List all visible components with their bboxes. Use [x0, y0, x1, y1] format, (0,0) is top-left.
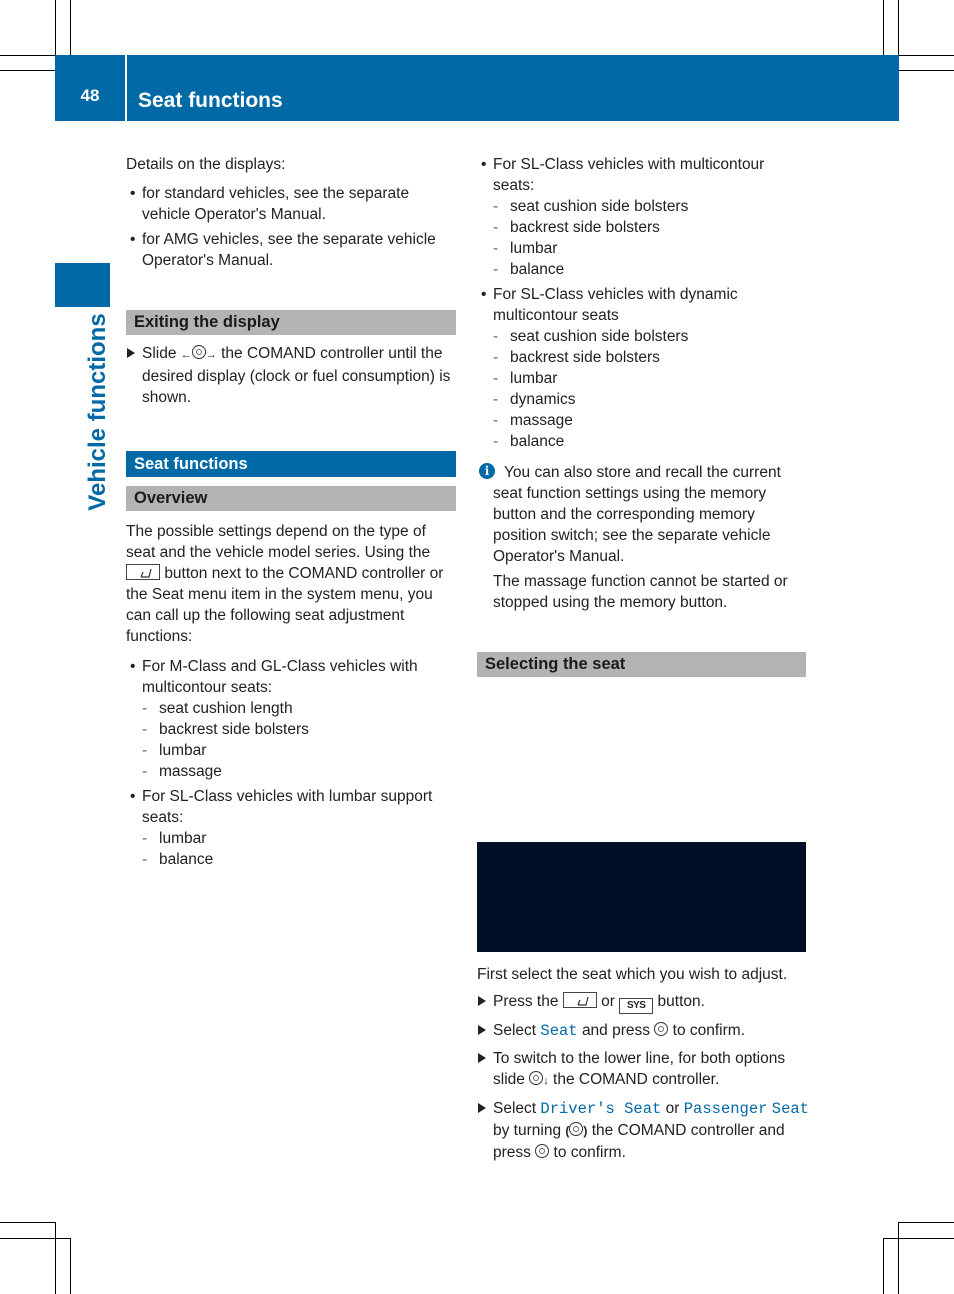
instruction-step: Press the or SYS button. — [477, 991, 809, 1014]
header-divider — [125, 55, 127, 121]
list-item: - backrest side bolsters — [477, 217, 809, 238]
list-item: - seat cushion length — [126, 698, 456, 719]
list-item: - backrest side bolsters — [477, 347, 809, 368]
list-item: • For M-Class and GL-Class vehicles with multicontour seats: — [126, 656, 456, 698]
list-item: • For SL-Class vehicles with multicontour seats: — [477, 154, 809, 196]
list-item: • for standard vehicles, see the separate vehicle Operator's Manual. — [126, 183, 456, 225]
turn-controller-icon: ( ) — [565, 1124, 588, 1138]
info-icon: i — [479, 463, 495, 479]
crop-mark — [55, 0, 56, 55]
crop-mark — [70, 1238, 71, 1294]
slide-down-controller-icon — [529, 1071, 543, 1085]
side-tab — [55, 263, 110, 307]
list-item: • For SL-Class vehicles with lumbar support seats: — [126, 786, 456, 828]
section-heading-exiting: Exiting the display — [126, 310, 456, 335]
seat-button-icon — [563, 992, 597, 1008]
list-item: • for AMG vehicles, see the separate vehicle Operator's Manual. — [126, 229, 456, 271]
section-heading-seat-functions: Seat functions — [126, 451, 456, 477]
arrow-down-icon: ↓ — [543, 1075, 549, 1087]
page-number: 48 — [80, 86, 100, 105]
step-arrow-icon — [478, 1053, 486, 1063]
controller-icon — [569, 1122, 583, 1136]
info-note: i You can also store and recall the current seat function settings using the memory button and the corresponding memory position switch; see the separate vehicle Operator's Manual. — [477, 462, 809, 567]
sys-button-icon: SYS — [619, 998, 653, 1014]
press-controller-icon — [654, 1022, 668, 1036]
right-column — [477, 154, 809, 677]
crop-mark — [883, 0, 884, 55]
crop-mark — [0, 70, 55, 71]
display-screenshot-image — [477, 842, 806, 952]
list-item: • For SL-Class vehicles with dynamic multicontour seats — [477, 284, 809, 326]
list-item: - seat cushion side bolsters — [477, 326, 809, 347]
seat-button-icon — [126, 564, 160, 580]
crop-mark — [899, 55, 954, 56]
controller-icon — [192, 345, 206, 359]
section-heading-selecting-seat: Selecting the seat — [477, 652, 806, 677]
crop-mark — [883, 1238, 954, 1239]
press-controller-icon — [535, 1144, 549, 1158]
list-item: - massage — [477, 410, 809, 431]
list-item: - lumbar — [126, 828, 456, 849]
list-item: - lumbar — [477, 238, 809, 259]
section-heading-overview: Overview — [126, 486, 456, 511]
crop-mark — [883, 1238, 884, 1294]
crop-mark — [0, 1238, 70, 1239]
crop-mark — [55, 1222, 56, 1294]
list-item: - backrest side bolsters — [126, 719, 456, 740]
side-section-label: Vehicle functions — [84, 313, 111, 511]
crop-mark — [0, 55, 55, 56]
overview-text: The possible settings depend on the type of seat and the vehicle model series. Using the button next to the COMAND controller or the Seat menu item in the system menu, you can call up the following seat adjustment functions: — [126, 523, 444, 645]
info-note-text: The massage function cannot be started or stopped using the memory button. — [493, 573, 788, 611]
step-arrow-icon — [478, 1103, 486, 1113]
list-item: - lumbar — [126, 740, 456, 761]
crop-mark — [898, 1222, 899, 1294]
crop-mark — [898, 0, 899, 55]
crop-mark — [70, 0, 71, 55]
step-arrow-icon — [478, 996, 486, 1006]
list-item: - lumbar — [477, 368, 809, 389]
list-item: - balance — [477, 259, 809, 280]
instruction-step: Slide ← → the COMAND controller until the desired display (clock or fuel consumption) is shown. — [126, 343, 456, 408]
step-arrow-icon — [127, 348, 135, 358]
step-arrow-icon — [478, 1025, 486, 1035]
list-item: - seat cushion side bolsters — [477, 196, 809, 217]
crop-mark — [898, 1222, 954, 1223]
list-item: - dynamics — [477, 389, 809, 410]
instruction-step: To switch to the lower line, for both options slide ↓ the COMAND controller. — [477, 1048, 809, 1092]
left-column — [126, 154, 456, 870]
first-select-text: First select the seat which you wish to adjust. — [477, 966, 788, 983]
list-item: - balance — [126, 849, 456, 870]
list-item: - massage — [126, 761, 456, 782]
instruction-step: Select Seat and press to confirm. — [477, 1020, 809, 1042]
crop-mark — [0, 1222, 55, 1223]
intro-text: Details on the displays: — [126, 156, 286, 173]
instruction-step: Select Driver's Seat or Passenger Seat by turning ( ) the COMAND controller and press to confirm. — [477, 1098, 809, 1163]
controller-slide-icon: ← → — [181, 349, 217, 361]
crop-mark — [899, 70, 954, 71]
list-item: - balance — [477, 431, 809, 452]
page-title: Seat functions — [138, 89, 283, 112]
page-header — [55, 55, 899, 121]
right-column-lower — [477, 964, 809, 1163]
